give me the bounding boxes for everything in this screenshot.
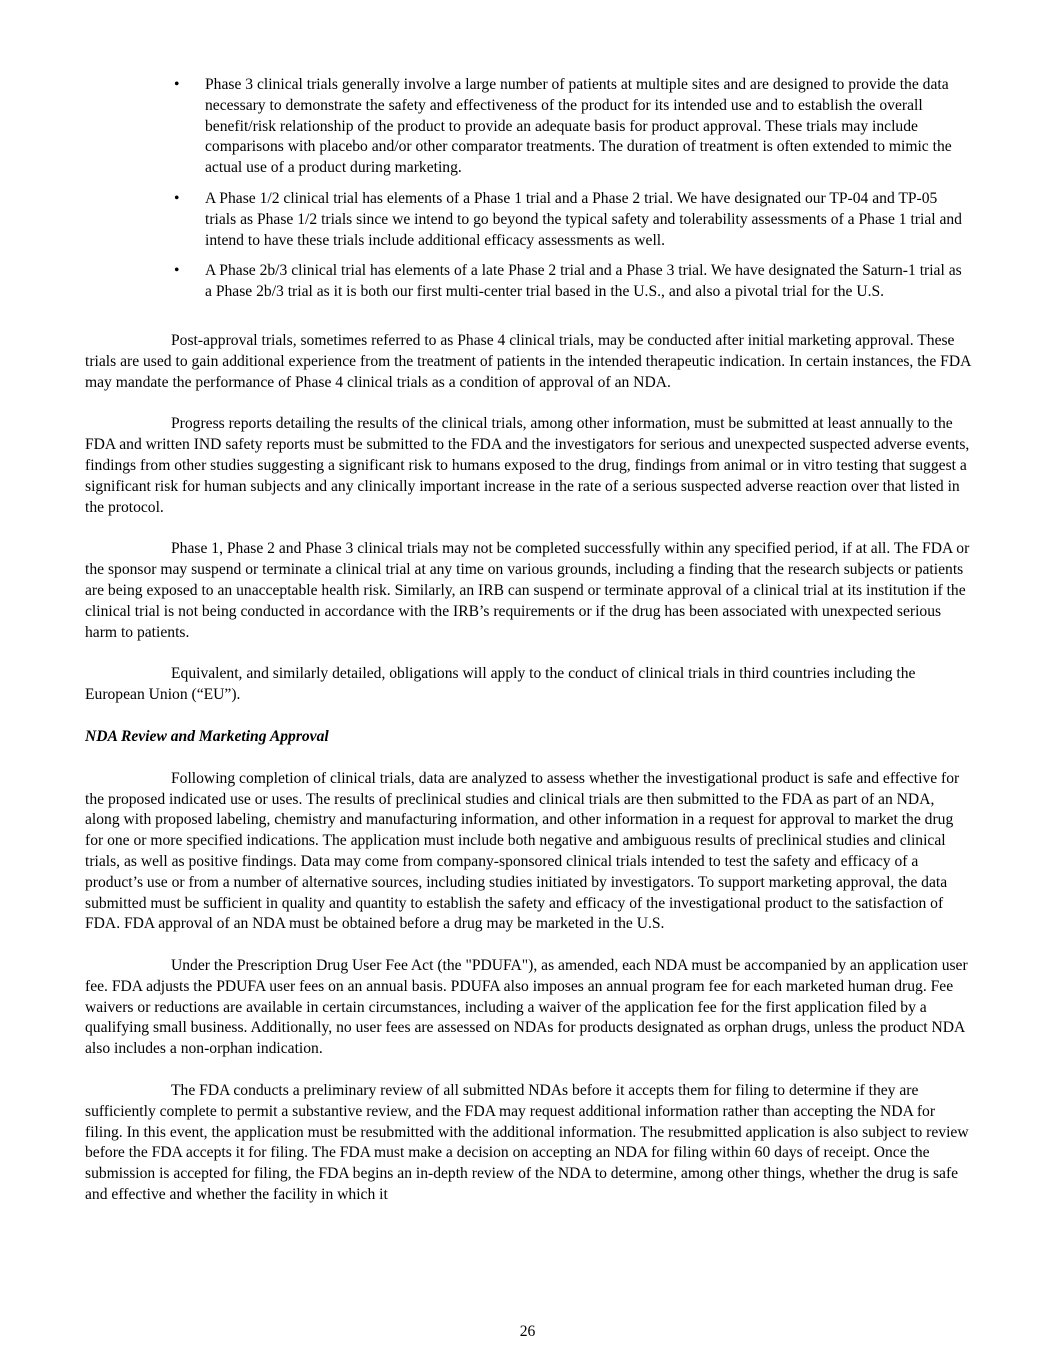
bullet-text: Phase 3 clinical trials generally involve a large number of patients at multiple sites and are designed to provide the data necessary to demonstrate the safety and effectiveness of the product for its intended use and to establish the overall benefit/risk relationship of the product to provide an adequate basis for product approval. These trials may include comparisons with placebo and/or other comparator treatments. The duration of treatment is often extended to mimic the actual use of a product during marketing.: [205, 76, 952, 177]
section-heading: NDA Review and Marketing Approval: [85, 727, 329, 745]
bullet-item-phase-2b-3: [85, 261, 971, 303]
bullet-text: A Phase 2b/3 clinical trial has elements of a late Phase 2 trial and a Phase 3 trial. We have designated the Saturn-1 trial as a Phase 2b/3 trial as it is both our first multi-center trial based in the U.S., and also a pivotal trial for the U.S.: [205, 262, 962, 301]
paragraph-post-approval-trials: Post-approval trials, sometimes referred to as Phase 4 clinical trials, may be conducted after initial marketing approval. These trials are used to gain additional experience from the treatment of patients in the intended therapeutic indication. In certain instances, the FDA may mandate the performance of Phase 4 clinical trials as a condition of approval of an NDA.: [85, 331, 971, 391]
bullet-list: [85, 75, 971, 303]
paragraph-trial-completion: Phase 1, Phase 2 and Phase 3 clinical trials may not be completed successfully within any specified period, if at all. The FDA or the sponsor may suspend or terminate a clinical trial at any time on various grounds, including a finding that the research subjects or patients are being exposed to an unacceptable health risk. Similarly, an IRB can suspend or terminate approval of a clinical trial at its institution if the clinical trial is not being conducted in accordance with the IRB’s requirements or if the drug has been associated with unexpected serious harm to patients.: [85, 540, 970, 641]
bullet-item-phase-3: [85, 75, 971, 179]
paragraph-progress-reports: Progress reports detailing the results of the clinical trials, among other information, must be submitted at least annually to the FDA and written IND safety reports must be submitted to the FDA and the investigators for serious and unexpected suspected adverse events, findings from other studies suggesting a significant risk to humans exposed to the drug, findings from animal or in vitro testing that suggest a significant risk for human subjects and any clinically important increase in the rate of a serious suspected adverse reaction over that listed in the protocol.: [85, 415, 970, 516]
bullet-item-phase-1-2: [85, 189, 971, 251]
bullet-icon: •: [174, 189, 180, 207]
document-page: [85, 75, 971, 1227]
bullet-icon: •: [174, 262, 180, 280]
bullet-icon: •: [174, 76, 180, 93]
paragraph-preliminary-review: The FDA conducts a preliminary review of all submitted NDAs before it accepts them for filing to determine if they are sufficiently complete to permit a substantive review, and the FDA may request additional information rather than accepting the NDA for filing. In this event, the application must be resubmitted with the additional information. The resubmitted application is also subject to review before the FDA accepts it for filing. The FDA must make a decision on accepting an NDA for filing within 60 days of receipt. Once the submission is accepted for filing, the FDA begins an in-depth review of the NDA to determine, among other things, whether the drug is safe and effective and whether the facility in which it: [85, 1082, 969, 1204]
paragraph-nda-submission: Following completion of clinical trials, data are analyzed to assess whether the investigational product is safe and effective for the proposed indicated use or uses. The results of preclinical studies and clinical trials are then submitted to the FDA as part of an NDA, along with proposed labeling, chemistry and manufacturing information, and other information in a request for approval to market the drug for one or more specified indications. The application must include both negative and ambiguous results of preclinical studies and clinical trials, as well as positive findings. Data may come from company-sponsored clinical trials intended to test the safety and efficacy of a product’s use or from a number of alternative sources, including studies initiated by investigators. To support marketing approval, the data submitted must be sufficient in quality and quantity to establish the safety and efficacy of the investigational product to the satisfaction of FDA. FDA approval of an NDA must be obtained before a drug may be marketed in the U.S.: [85, 769, 960, 933]
paragraph-third-countries: Equivalent, and similarly detailed, obligations will apply to the conduct of clinical trials in third countries including the European Union (“EU”).: [85, 665, 916, 704]
page-number: 26: [519, 1323, 536, 1340]
paragraph-pdufa: Under the Prescription Drug User Fee Act (the "PDUFA"), as amended, each NDA must be accompanied by an application user fee. FDA adjusts the PDUFA user fees on an annual basis. PDUFA also imposes an annual program fee for each marketed human drug. Fee waivers or reductions are available in certain circumstances, including a waiver of the application fee for the first application filed by a qualifying small business. Additionally, no user fees are assessed on NDAs for products designated as orphan drugs, unless the product NDA also includes a non-orphan indication.: [85, 957, 968, 1058]
bullet-text: A Phase 1/2 clinical trial has elements of a Phase 1 trial and a Phase 2 trial. We have designated our TP-04 and TP-05 trials as Phase 1/2 trials since we intend to go beyond the typical safety and tolerability assessments of a Phase 1 trial and intend to have these trials include additional efficacy assessments as well.: [205, 189, 962, 249]
